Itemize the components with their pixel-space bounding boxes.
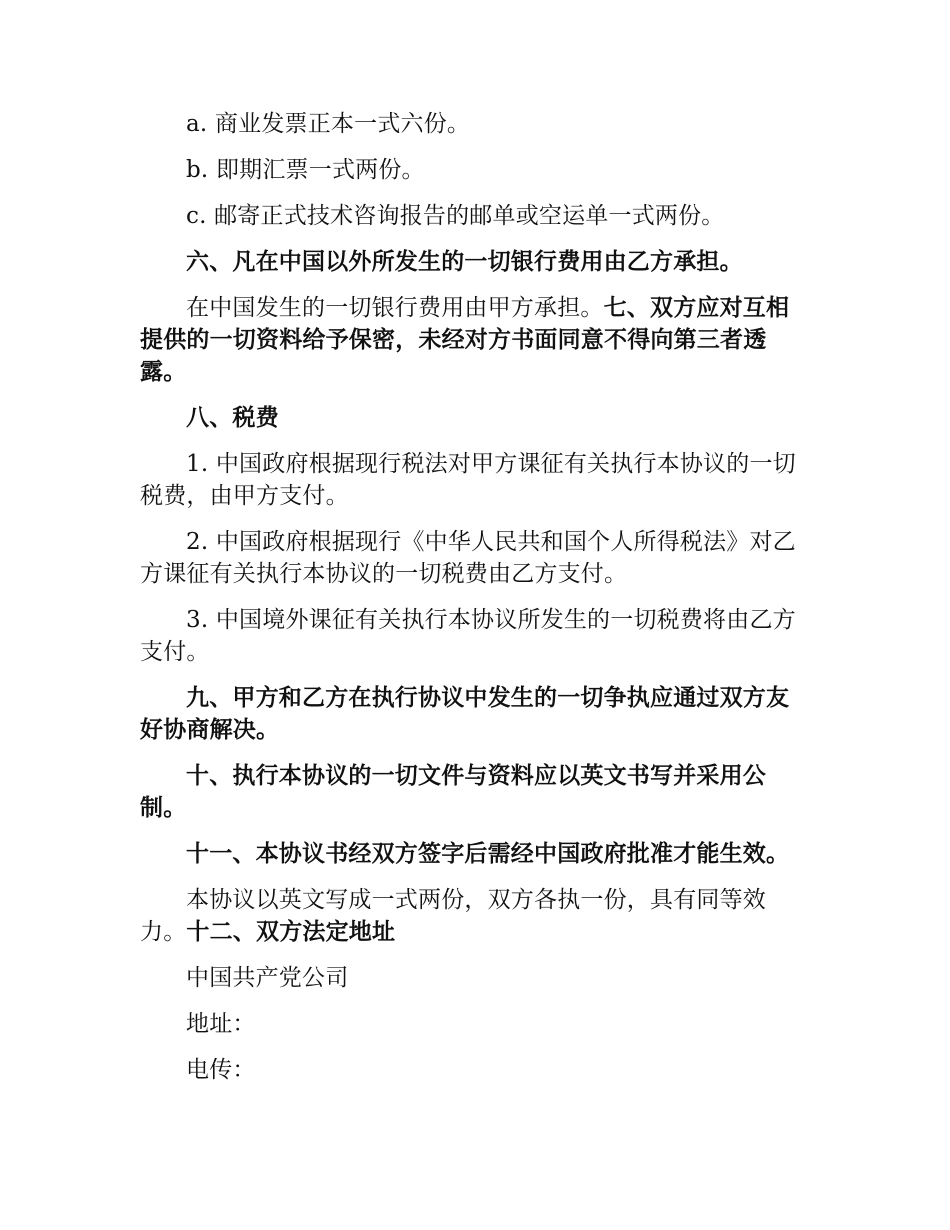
paragraph [140,154,810,186]
paragraph-text: 电传： [186,1057,256,1083]
paragraph-text: 中国共产党公司 [186,965,349,991]
company-name [140,962,810,994]
section-heading-inline: 七、双方应对互相提供的一切资料给予保密，未经对方书面同意不得向第三者透露。 [140,294,790,385]
paragraph [140,292,810,388]
paragraph-text: c. 邮寄正式技术咨询报告的邮单或空运单一式两份。 [186,203,725,229]
section-heading [140,838,810,870]
paragraph [140,884,810,948]
section-heading [140,760,810,824]
heading-text: 八、税费 [186,404,279,431]
address-label [140,1008,810,1040]
heading-text: 六、凡在中国以外所发生的一切银行费用由乙方承担。 [186,248,743,275]
paragraph [140,108,810,140]
telex-label [140,1054,810,1086]
heading-text: 十一、本协议书经双方签字后需经中国政府批准才能生效。 [186,840,790,867]
heading-text: 十、执行本协议的一切文件与资料应以英文书写并采用公制。 [140,762,766,821]
paragraph-text: b. 即期汇票一式两份。 [186,157,425,183]
section-heading [140,246,810,278]
paragraph-text: 3. 中国境外课征有关执行本协议所发生的一切税费将由乙方支付。 [140,607,796,665]
paragraph [140,526,810,590]
section-heading-inline: 十二、双方法定地址 [186,918,396,945]
paragraph-text: a. 商业发票正本一式六份。 [186,111,471,137]
section-heading [140,682,810,746]
paragraph [140,200,810,232]
paragraph-text: 本协议以英文写成一式两份，双方各执一份，具有同等效力。 [140,887,766,945]
paragraph-text: 2. 中国政府根据现行《中华人民共和国个人所得税法》对乙方课征有关执行本协议的一切税费由乙方支付。 [140,529,796,587]
paragraph-text: 地址： [186,1011,256,1037]
section-heading [140,402,810,434]
heading-text: 九、甲方和乙方在执行协议中发生的一切争执应通过双方友好协商解决。 [140,684,790,743]
paragraph-text: 1. 中国政府根据现行税法对甲方课征有关执行本协议的一切税费，由甲方支付。 [140,451,796,509]
paragraph [140,448,810,512]
paragraph [140,604,810,668]
paragraph-text: 在中国发生的一切银行费用由甲方承担。 [186,295,604,321]
